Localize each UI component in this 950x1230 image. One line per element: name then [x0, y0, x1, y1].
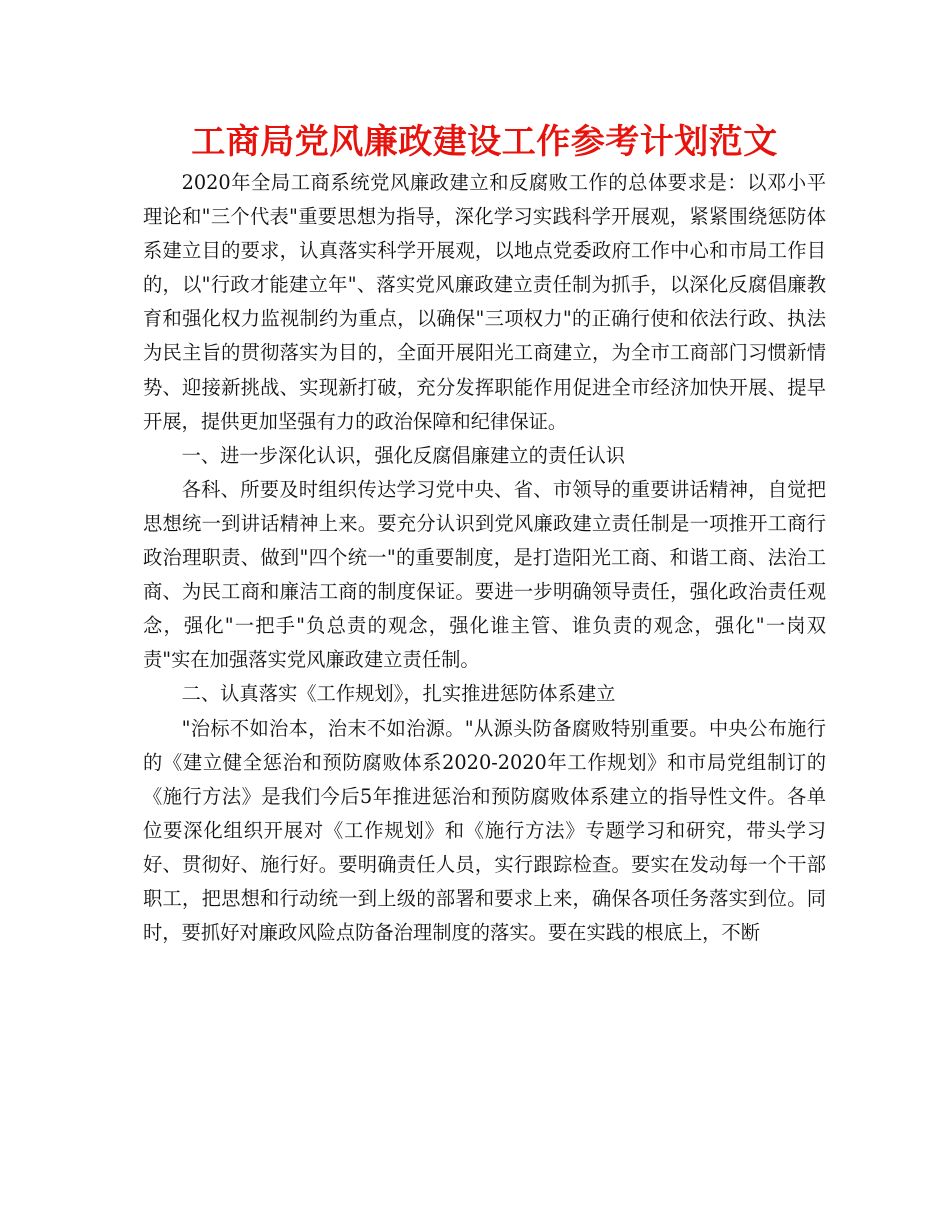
document-page [143, 118, 826, 950]
paragraph-intro: 2020年全局工商系统党风廉政建立和反腐败工作的总体要求是：以邓小平理论和"三个代表"重要思想为指导，深化学习实践科学开展观，紧紧围绕惩防体系建立目的要求，认真落实科学开展观，以地点党委政府工作中心和市局工作目的，以"行政才能建立年"、落实党风廉政建立责任制为抓手，以深化反腐倡廉教育和强化权力监视制约为重点，以确保"三项权力"的正确行使和依法行政、执法为民主旨的贯彻落实为目的，全面开展阳光工商建立，为全市工商部门习惯新情势、迎接新挑战、实现新打破，充分发挥职能作用促进全市经济加快开展、提早开展，提供更加坚强有力的政治保障和纪律保证。 [143, 171, 826, 433]
document-title: 工商局党风廉政建设工作参考计划范文 [191, 122, 778, 162]
section-heading-2: 二、认真落实《工作规划》，扎实推进惩防体系建立 [181, 682, 616, 706]
paragraph-section-1: 各科、所要及时组织传达学习党中央、省、市领导的重要讲话精神，自觉把思想统一到讲话精神上来。要充分认识到党风廉政建立责任制是一项推开工商行政治理职责、做到"四个统一"的重要制度，是打造阳光工商、和谐工商、法治工商、为民工商和廉洁工商的制度保证。要进一步明确领导责任，强化政治责任观念，强化"一把手"负总责的观念，强化谁主管、谁负责的观念，强化"一岗双责"实在加强落实党风廉政建立责任制。 [143, 477, 826, 672]
section-heading-1: 一、进一步深化认识，强化反腐倡廉建立的责任认识 [181, 443, 626, 467]
paragraph-section-2: "治标不如治本，治末不如治源。"从源头防备腐败特别重要。中央公布施行的《建立健全惩治和预防腐败体系2020-2020年工作规划》和市局党组制订的《施行方法》是我们今后5年推进惩治和预防腐败体系建立的指导性文件。各单位要深化组织开展对《工作规划》和《施行方法》专题学习和研究，带头学习好、贯彻好、施行好。要明确责任人员，实行跟踪检查。要实在发动每一个干部职工，把思想和行动统一到上级的部署和要求上来，确保各项任务落实到位。同时，要抓好对廉政风险点防备治理制度的落实。要在实践的根底上，不断 [143, 716, 826, 945]
